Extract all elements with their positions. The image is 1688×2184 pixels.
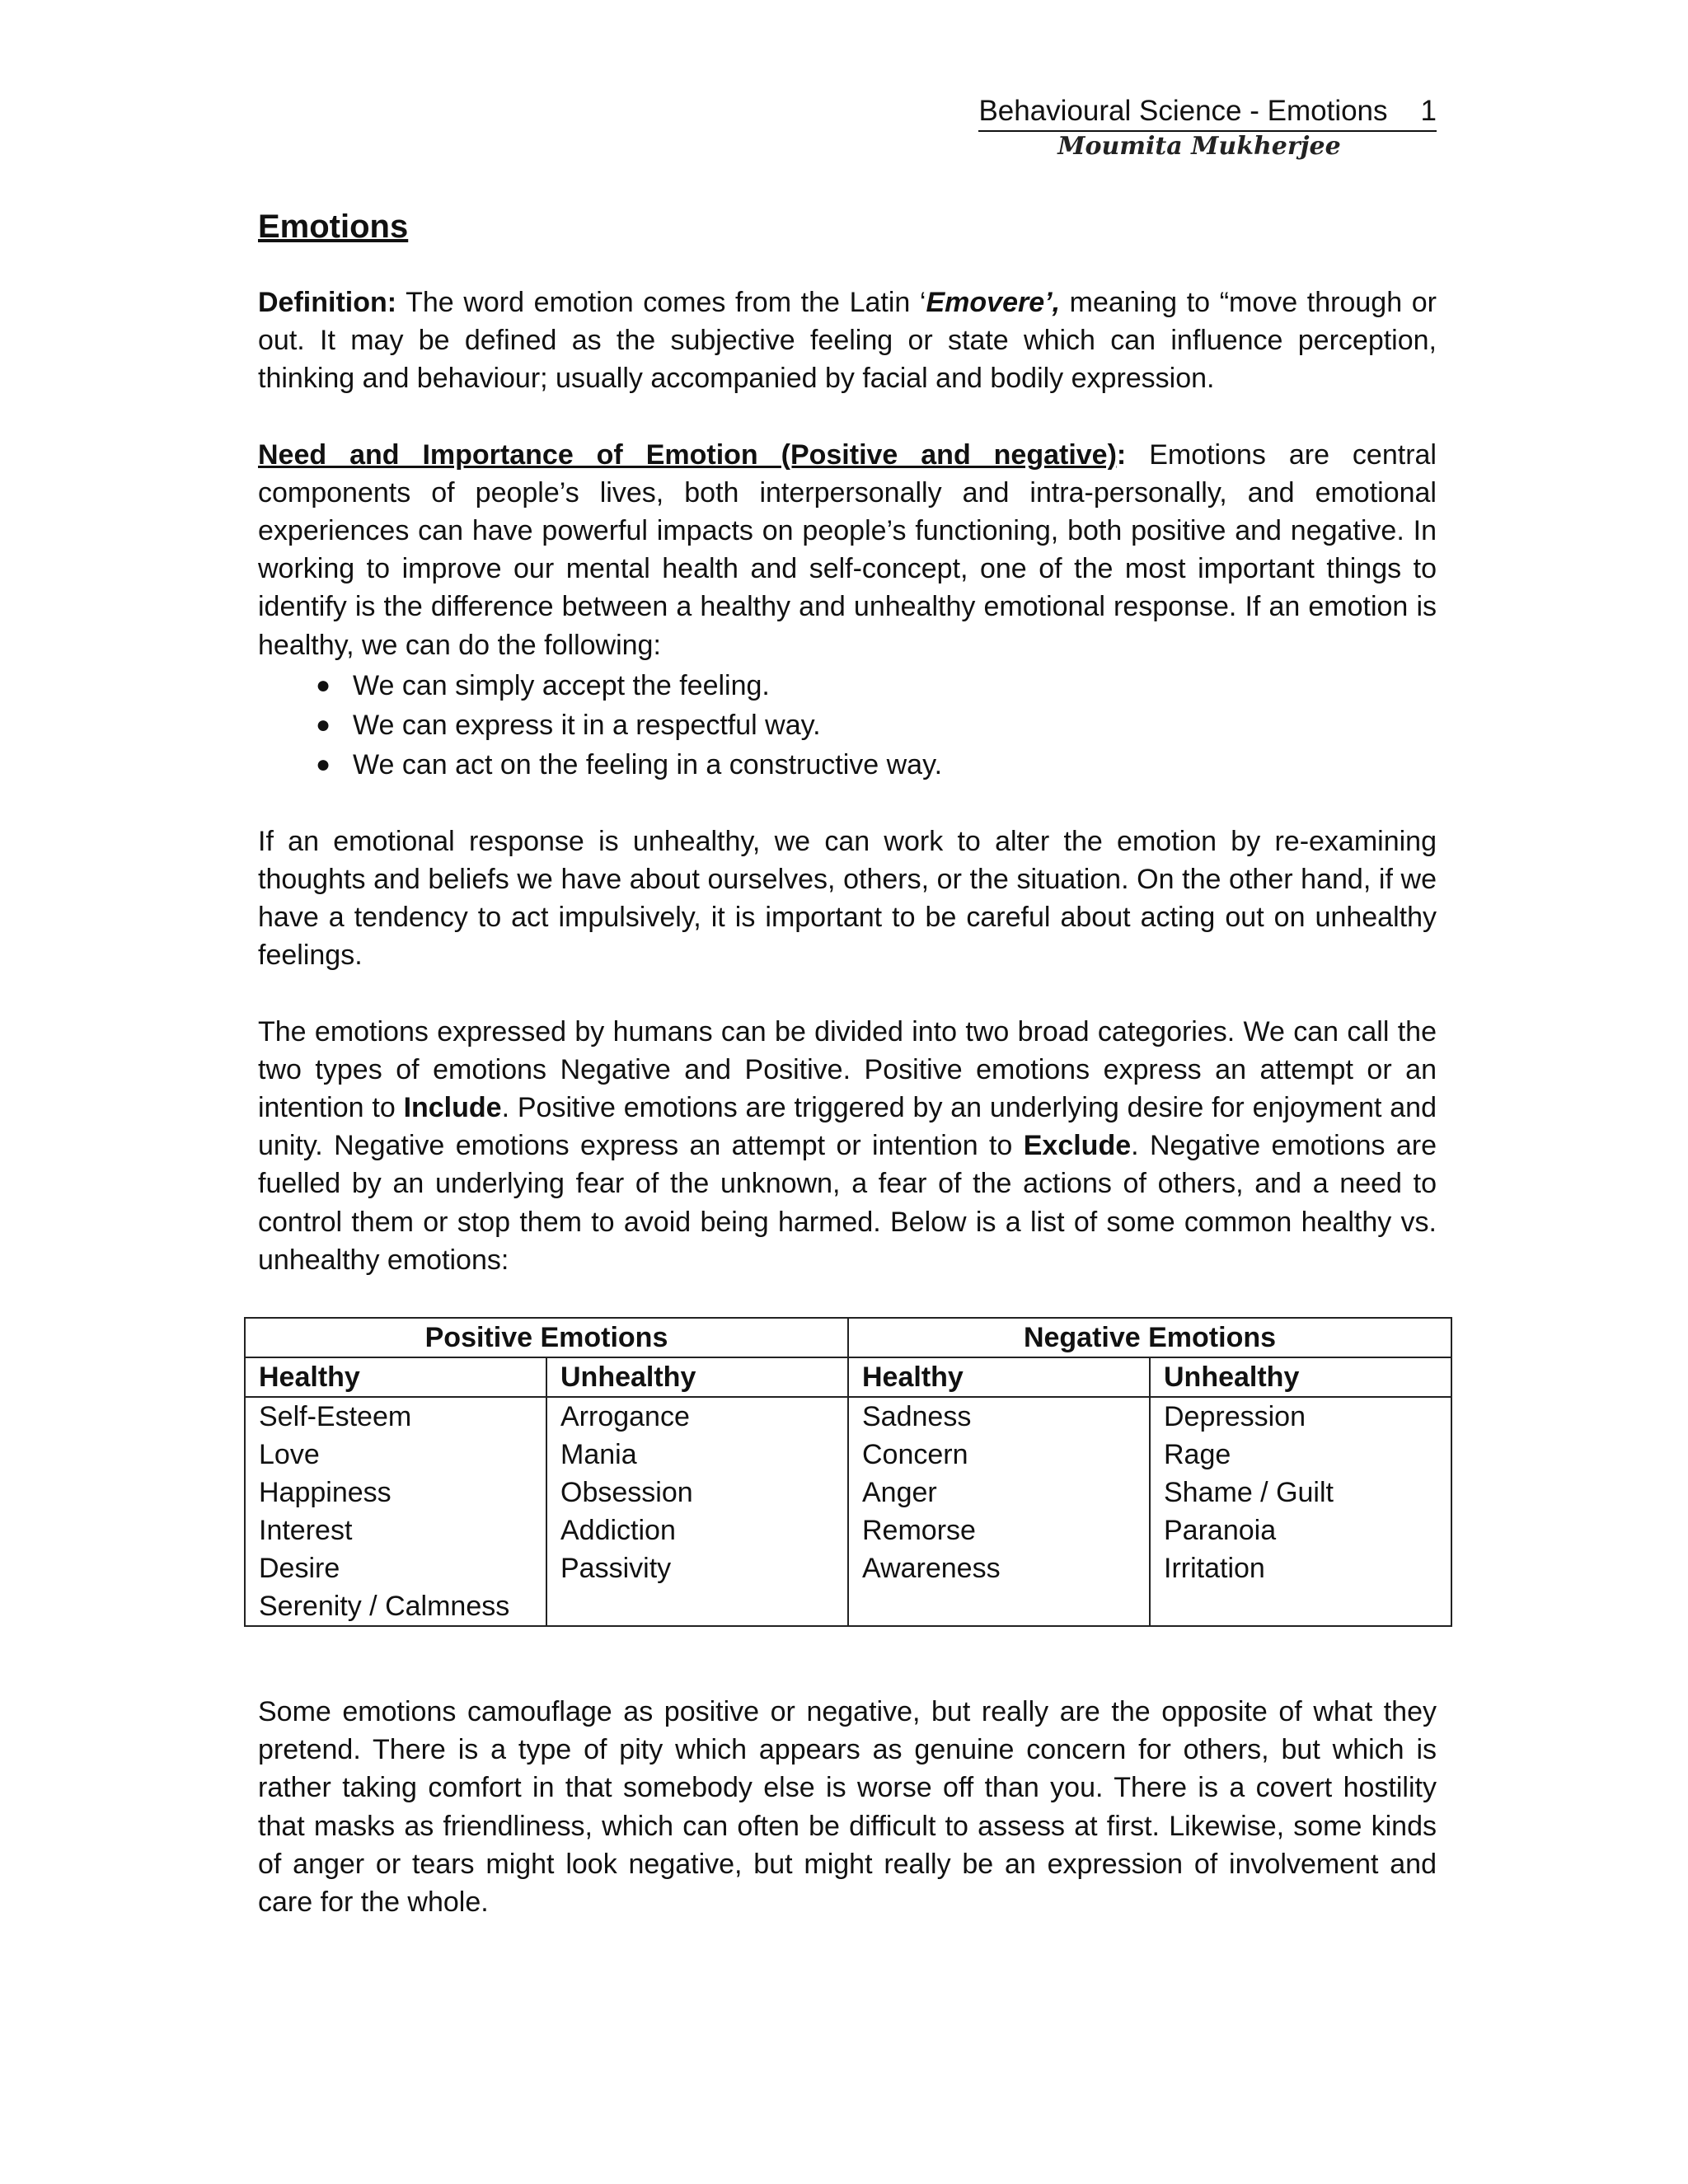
table-cell-item: Self-Esteem <box>259 1401 412 1432</box>
emotions-table <box>244 1317 1452 1627</box>
author-name: Moumita Mukherjee <box>1057 132 1341 161</box>
table-cell-item: Sadness <box>862 1401 972 1432</box>
positive-unhealthy-cell <box>546 1397 848 1626</box>
page-number: 1 <box>1420 95 1437 127</box>
table-cell-item: Desire <box>259 1553 340 1584</box>
need-heading: Need and Importance of Emotion (Positive and negative) <box>258 438 1117 471</box>
negative-emotions-header: Negative Emotions <box>848 1318 1451 1357</box>
table-cell-item: Addiction <box>560 1515 676 1546</box>
table-cell-item: Love <box>259 1439 320 1470</box>
definition-label: Definition: <box>258 287 397 318</box>
list-item-text: We can express it in a respectful way. <box>353 709 821 741</box>
table-cell-item: Anger <box>862 1477 937 1508</box>
table-cell-item: Serenity / Calmness <box>259 1591 510 1622</box>
running-header <box>978 92 1437 132</box>
table-cell-item: Paranoia <box>1164 1515 1277 1546</box>
table-cell-item: Mania <box>560 1439 637 1470</box>
list-item <box>258 745 1437 785</box>
list-item-text: We can simply accept the feeling. <box>353 669 770 701</box>
categories-text-3: . Negative emotions are fuelled by an underlying fear of the unknown, a fear of the actions of others, and a need to control them or stop them to avoid being harmed. Below is a list of some common healthy vs. unhealthy emotions: <box>258 1130 1437 1276</box>
table-cell-item: Rage <box>1164 1439 1231 1470</box>
positive-unhealthy-header: Unhealthy <box>546 1357 848 1397</box>
table-cell-item: Interest <box>259 1515 353 1546</box>
need-paragraph <box>258 436 1437 664</box>
need-colon: : <box>1116 438 1127 471</box>
document-body <box>258 204 1437 1317</box>
negative-unhealthy-header: Unhealthy <box>1150 1357 1451 1397</box>
table-cell-item: Awareness <box>862 1553 1001 1584</box>
definition-text-after: meaning to “move through or out. It may be defined as the subjective feeling or state which can influence perception, thinking and behaviour; usually accompanied by facial and bodily expression. <box>258 287 1437 395</box>
bullet-icon: ● <box>316 710 331 738</box>
negative-unhealthy-cell <box>1150 1397 1451 1626</box>
table-cell-item: Irritation <box>1164 1553 1265 1584</box>
latin-word: Emovere’, <box>926 287 1061 318</box>
table-cell-item: Obsession <box>560 1477 693 1508</box>
table-cell-item: Passivity <box>560 1553 672 1584</box>
categories-text-2: . Positive emotions are triggered by an underlying desire for enjoyment and unity. Negative emotions express an attempt or intention to <box>258 1092 1437 1162</box>
positive-healthy-header: Healthy <box>245 1357 546 1397</box>
bullet-icon: ● <box>316 671 331 699</box>
table-cell-item: Depression <box>1164 1401 1306 1432</box>
table-cell-item: Remorse <box>862 1515 976 1546</box>
list-item <box>258 666 1437 705</box>
table-group-header-row <box>245 1318 1451 1357</box>
categories-paragraph <box>258 1013 1437 1279</box>
table-cell-item: Shame / Guilt <box>1164 1477 1334 1508</box>
list-item <box>258 705 1437 745</box>
table-row <box>245 1397 1451 1626</box>
bullet-icon: ● <box>316 750 331 778</box>
categories-text-1: The emotions expressed by humans can be divided into two broad categories. We can call the two types of emotions Negative and Positive. Positive emotions express an attempt or an intention to <box>258 1015 1437 1124</box>
positive-emotions-header: Positive Emotions <box>245 1318 848 1357</box>
definition-paragraph <box>258 284 1437 398</box>
include-word: Include <box>403 1092 502 1124</box>
page-header <box>948 92 1437 132</box>
list-item-text: We can act on the feeling in a constructive way. <box>353 748 943 780</box>
exclude-word: Exclude <box>1023 1130 1132 1162</box>
definition-text-before: The word emotion comes from the Latin ‘ <box>396 287 926 318</box>
table-cell-item: Happiness <box>259 1477 392 1508</box>
table-cell-item: Arrogance <box>560 1401 690 1432</box>
negative-healthy-cell <box>848 1397 1150 1626</box>
healthy-emotion-list <box>258 666 1437 785</box>
negative-healthy-header: Healthy <box>848 1357 1150 1397</box>
page-title: Emotions <box>258 209 409 245</box>
table-sub-header-row <box>245 1357 1451 1397</box>
positive-healthy-cell <box>245 1397 546 1626</box>
unhealthy-paragraph: If an emotional response is unhealthy, we can work to alter the emotion by re-examining thoughts and beliefs we have about ourselves, others, or the situation. On the other hand, if we have a tendency to act impulsively, it is important to be careful about acting out on unhealthy feelings. <box>258 825 1437 972</box>
running-title: Behavioural Science - Emotions <box>978 95 1388 127</box>
closing-paragraph: Some emotions camouflage as positive or negative, but really are the opposite of what they pretend. There is a type of pity which appears as genuine concern for others, but which is rather taking comfort in that somebody else is worse off than you. There is a covert hostility that masks as friendliness, which can often be difficult to assess at first. Likewise, some kinds of anger or tears might look negative, but might really be an expression of involvement and care for the whole. <box>258 1696 1437 1919</box>
table-cell-item: Concern <box>862 1439 968 1470</box>
need-text: Emotions are central components of people’s lives, both interpersonally and intra-personally, and emotional experiences can have powerful impacts on people’s functioning, both positive and negative. In working to improve our mental health and self-concept, one of the most important things to identify is the difference between a healthy and unhealthy emotional response. If an emotion is healthy, we can do the following: <box>258 438 1437 661</box>
